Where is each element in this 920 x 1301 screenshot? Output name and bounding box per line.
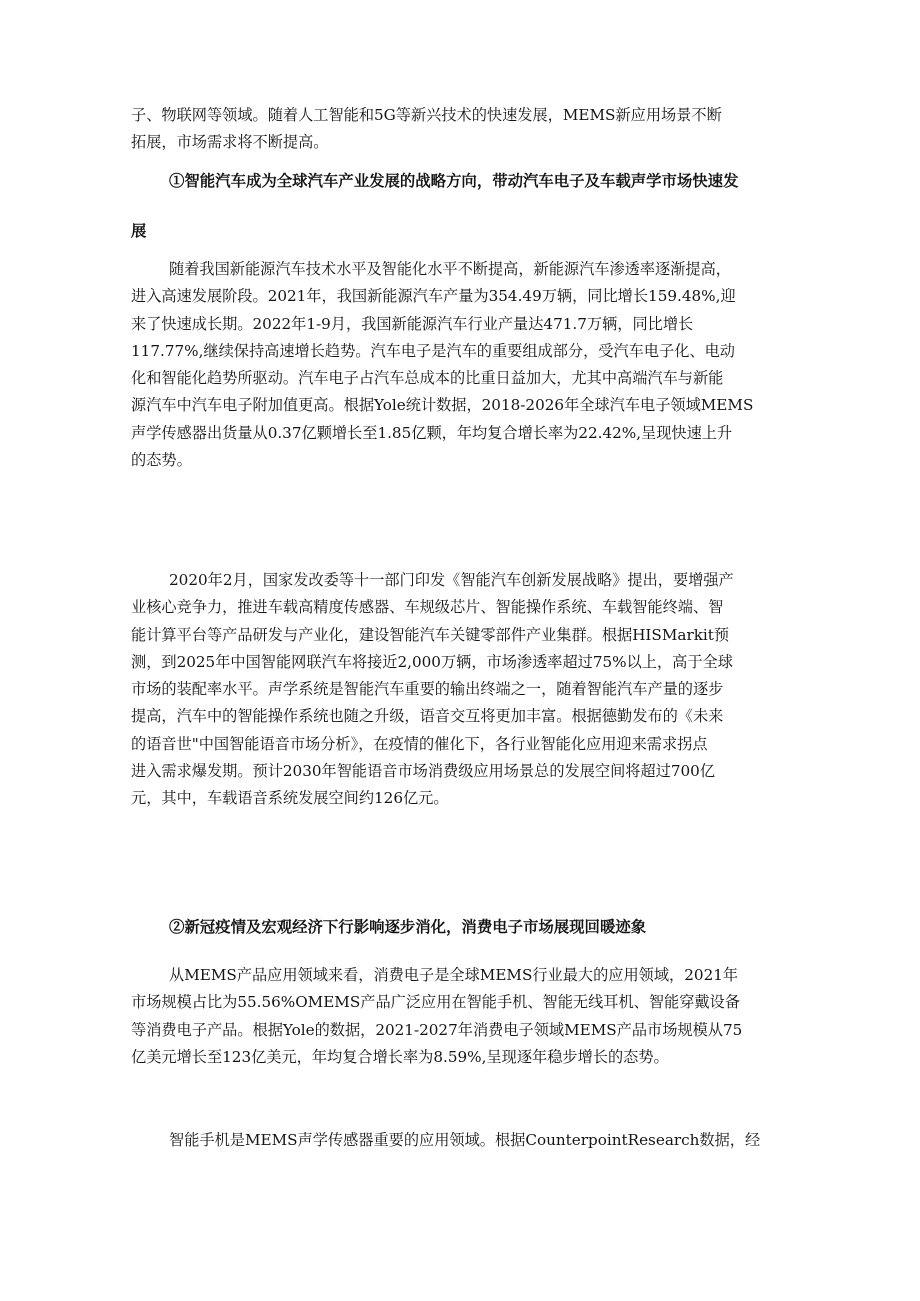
heading-line: ②新冠疫情及宏观经济下行影响逐步消化，消费电子市场展现回暖迹象 xyxy=(169,918,647,936)
paragraph-smart-vehicle-strategy xyxy=(131,567,795,813)
text-line: 的态势。 xyxy=(131,451,192,470)
heading-line: 展 xyxy=(131,222,147,240)
text-line: 来了快速成长期。2022年1-9月，我国新能源汽车行业产量达471.7万辆，同比增长 xyxy=(131,314,694,333)
section-heading-consumer-electronics xyxy=(131,914,795,941)
text-line: 的语音世"中国智能语音市场分析》，在疫情的催化下，各行业智能化应用迎来需求拐点 xyxy=(131,734,708,753)
text-line: 亿美元增长至123亿美元，年均复合增长率为8.59%,呈现逐年稳步增长的态势。 xyxy=(131,1047,669,1066)
text-line: 市场规模占比为55.56%OMEMS产品广泛应用在智能手机、智能无线耳机、智能穿戴设备 xyxy=(131,993,740,1012)
text-line: 随着我国新能源汽车技术水平及智能化水平不断提高，新能源汽车渗透率逐渐提高， xyxy=(169,260,731,278)
section-heading-smart-vehicles xyxy=(131,168,795,245)
text-line: 市场的装配率水平。声学系统是智能汽车重要的输出终端之一，随着智能汽车产量的逐步 xyxy=(131,680,724,699)
text-line: 元，其中，车载语音系统发展空间约126亿元。 xyxy=(131,789,449,808)
text-line: 业核心竞争力，推进车载高精度传感器、车规级芯片、智能操作系统、车载智能终端、智 xyxy=(131,598,724,617)
heading-line: ①智能汽车成为全球汽车产业发展的战略方向，带动汽车电子及车载声学市场快速发 xyxy=(169,172,739,190)
text-line: 117.77%,继续保持高速增长趋势。汽车电子是汽车的重要组成部分，受汽车电子化、电动 xyxy=(131,341,735,360)
text-line: 提高，汽车中的智能操作系统也随之升级，语音交互将更加丰富。根据德勤发布的《未来 xyxy=(131,707,724,726)
text-line: 能计算平台等产品研发与产业化，建设智能汽车关键零部件产业集群。根据HISMarkit预 xyxy=(131,625,730,644)
paragraph-intro-continued xyxy=(131,102,795,157)
text-line: 测，到2025年中国智能网联汽车将接近2,000万辆，市场渗透率超过75%以上，高于全球 xyxy=(131,652,733,671)
paragraph-smartphones xyxy=(131,1127,795,1154)
text-line: 进入需求爆发期。预计2030年智能语音市场消费级应用场景总的发展空间将超过700亿 xyxy=(131,762,716,781)
text-line: 智能手机是MEMS声学传感器重要的应用领域。根据CounterpointResearch数据，经 xyxy=(169,1131,761,1149)
paragraph-new-energy-vehicles xyxy=(131,256,795,474)
text-line: 声学传感器出货量从0.37亿颗增长至1.85亿颗，年均复合增长率为22.42%,呈现快速上升 xyxy=(131,423,733,442)
text-line: 2020年2月，国家发改委等十一部门印发《智能汽车创新发展战略》提出，要增强产 xyxy=(169,571,734,589)
text-line: 拓展，市场需求将不断提高。 xyxy=(131,133,329,152)
text-line: 子、物联网等领域。随着人工智能和5G等新兴技术的快速发展，MEMS新应用场景不断 xyxy=(131,106,722,124)
text-line: 源汽车中汽车电子附加值更高。根据Yole统计数据，2018-2026年全球汽车电子领域MEMS xyxy=(131,396,754,415)
text-line: 等消费电子产品。根据Yole的数据，2021-2027年消费电子领域MEMS产品市场规模从75 xyxy=(131,1020,743,1039)
text-line: 从MEMS产品应用领域来看，消费电子是全球MEMS行业最大的应用领域，2021年 xyxy=(169,966,739,984)
text-line: 进入高速发展阶段。2021年，我国新能源汽车产量为354.49万辆，同比增长159.48%,迎 xyxy=(131,287,736,306)
text-line: 化和智能化趋势所驱动。汽车电子占汽车总成本的比重日益加大，尤其中高端汽车与新能 xyxy=(131,369,724,388)
paragraph-consumer-electronics-mems xyxy=(131,962,795,1071)
